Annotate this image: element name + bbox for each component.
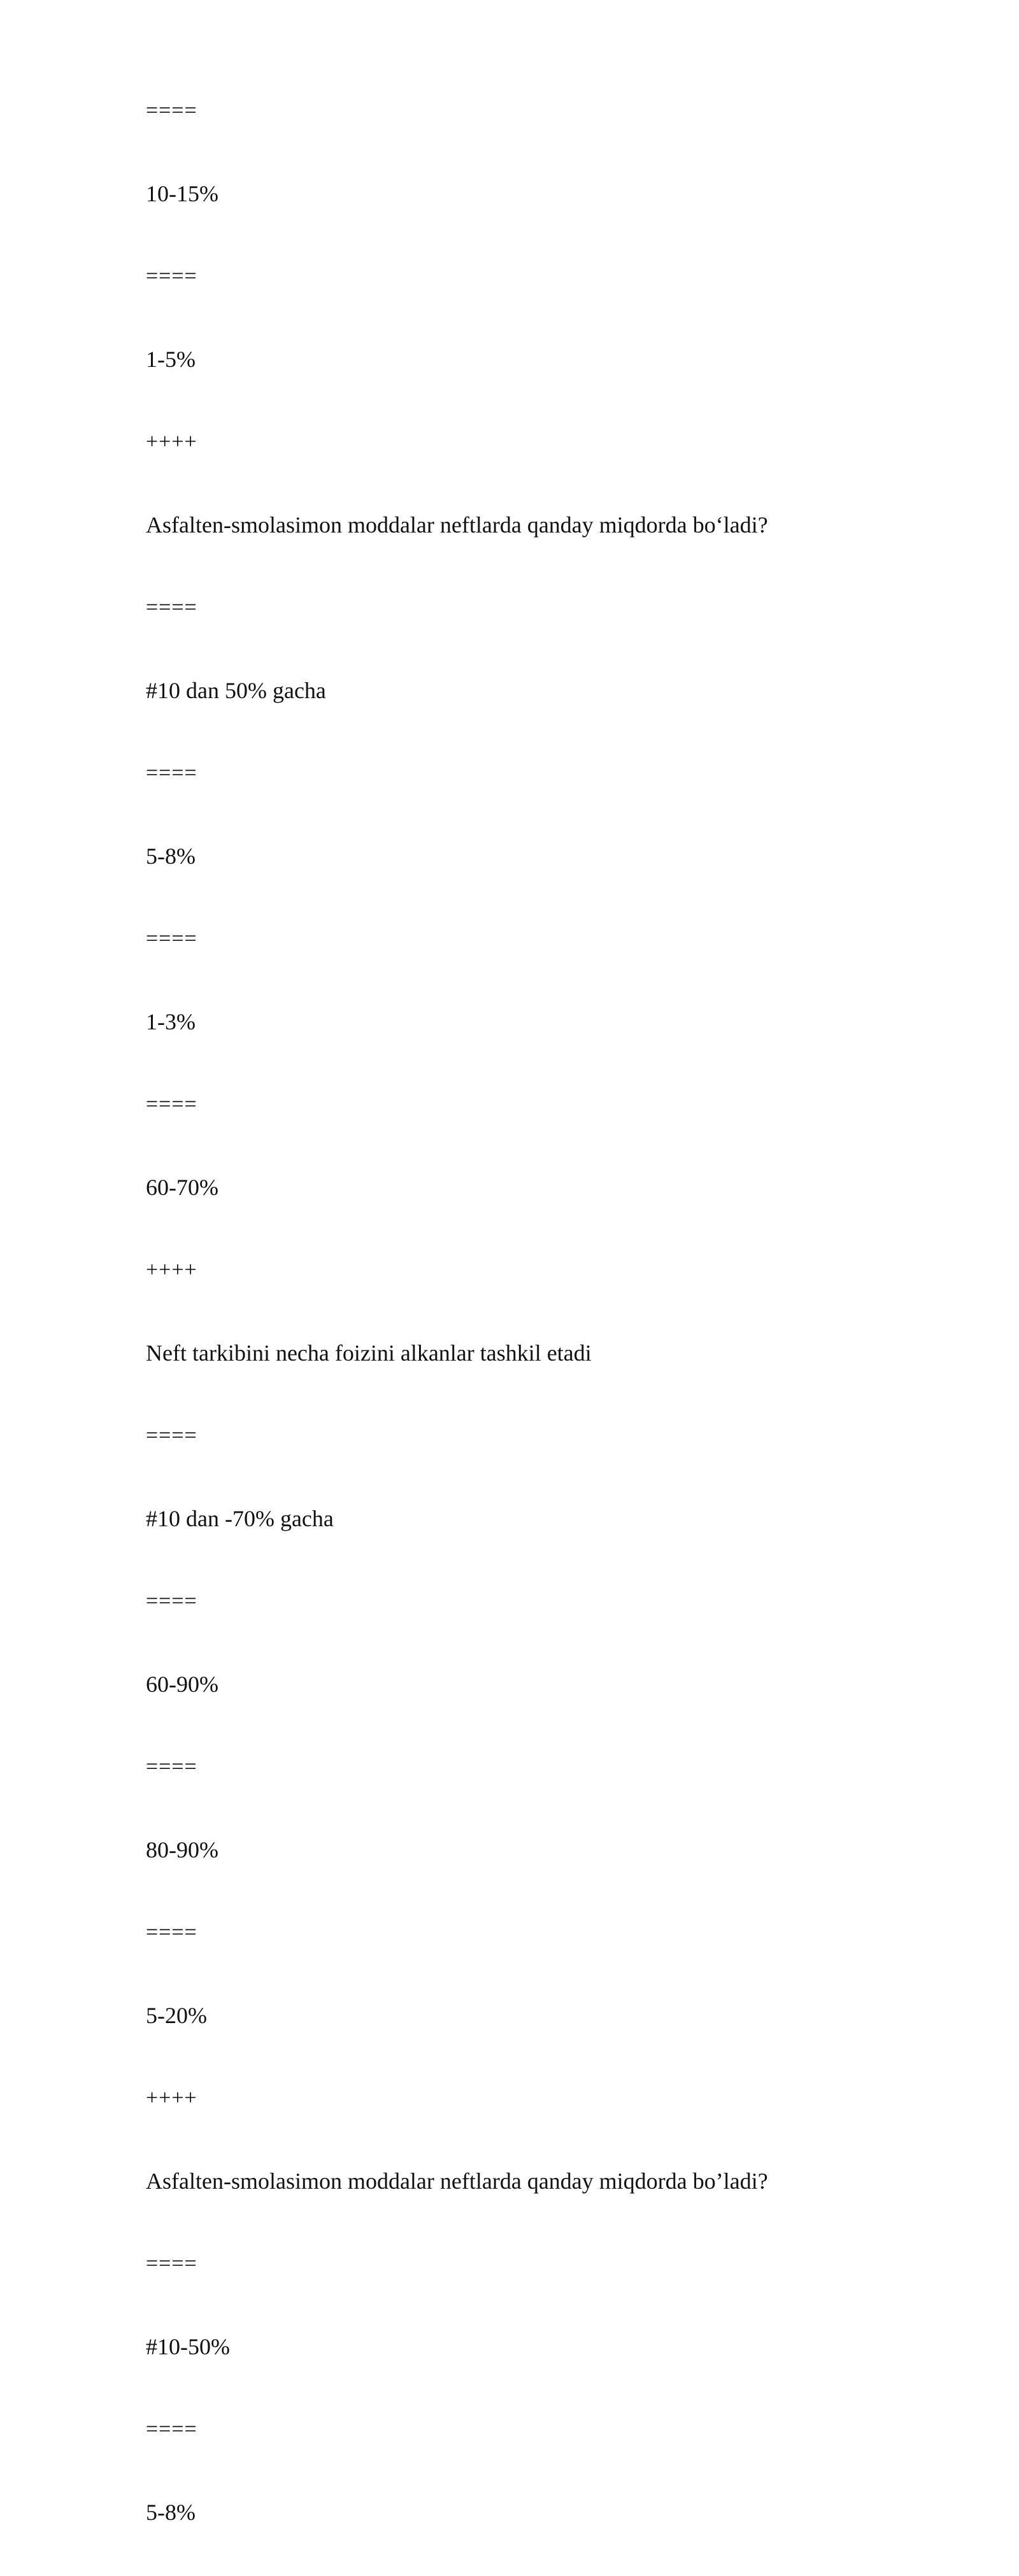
separator-line: ==== (146, 1424, 197, 1447)
answer-line: 5-20% (146, 2003, 207, 2028)
separator-line: ==== (146, 1589, 197, 1613)
separator-line: ==== (146, 1921, 197, 1944)
answer-line: 60-90% (146, 1671, 218, 1697)
separator-line: ==== (146, 927, 197, 950)
answer-line: 1-3% (146, 1009, 196, 1034)
answer-line: 1-5% (146, 347, 196, 372)
separator-line: ==== (146, 99, 197, 122)
answer-line: 60-70% (146, 1175, 218, 1200)
answer-line: 5-8% (146, 843, 196, 869)
answer-line: 80-90% (146, 1837, 218, 1863)
separator-line: ==== (146, 1755, 197, 1778)
separator-line: ==== (146, 596, 197, 619)
answer-line: #10 dan -70% gacha (146, 1506, 334, 1531)
separator-line: ==== (146, 264, 197, 288)
separator-line: ++++ (146, 430, 197, 454)
answer-line: #10-50% (146, 2334, 230, 2359)
separator-line: ==== (146, 2417, 197, 2441)
question-line: Neft tarkibini necha foizini alkanlar tashkil etadi (146, 1340, 592, 1366)
separator-line: ==== (146, 2252, 197, 2275)
answer-line: 10-15% (146, 181, 218, 206)
separator-line: ==== (146, 1092, 197, 1116)
answer-line: 5-8% (146, 2500, 196, 2525)
separator-line: ++++ (146, 2086, 197, 2110)
separator-line: ++++ (146, 1258, 197, 1282)
question-line: Asfalten-smolasimon moddalar neftlarda qanday miqdorda bo‘ladi? (146, 512, 768, 538)
separator-line: ==== (146, 761, 197, 785)
question-line: Asfalten-smolasimon moddalar neftlarda qanday miqdorda bo’ladi? (146, 2168, 768, 2194)
answer-line: #10 dan 50% gacha (146, 678, 326, 703)
document-body (146, 92, 768, 2576)
